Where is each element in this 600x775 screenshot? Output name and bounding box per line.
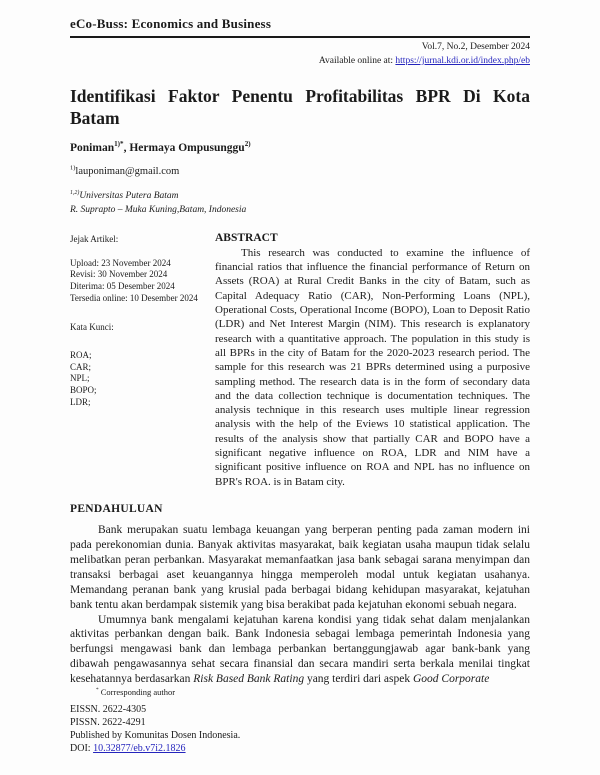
email-superscript: 1)	[70, 164, 76, 172]
author-2-superscript: 2)	[244, 140, 251, 149]
keyword-item: LDR;	[70, 396, 91, 407]
journal-url-link[interactable]: https://jurnal.kdi.or.id/index.php/eb	[395, 55, 530, 66]
affiliation-name-line	[70, 190, 530, 204]
history-upload: Upload: 23 November 2024	[70, 257, 171, 268]
paragraph-2-italic-term-2: Good Corporate	[412, 673, 490, 686]
keyword-item: CAR;	[70, 361, 92, 372]
author-list	[70, 142, 530, 154]
page-header	[70, 16, 530, 69]
corresponding-asterisk: *	[96, 687, 99, 694]
affiliation-address: R. Suprapto – Muka Kuning,Batam, Indonesia	[70, 205, 247, 216]
affiliation-name: Universitas Putera Batam	[79, 191, 179, 202]
doi-label: DOI:	[70, 743, 91, 754]
doi-line	[70, 742, 530, 755]
article-history	[70, 258, 215, 305]
keywords-list	[70, 350, 215, 408]
corresponding-author-note	[70, 687, 530, 698]
keyword-item: ROA;	[70, 349, 92, 360]
available-online-label: Available online at:	[318, 55, 394, 66]
article-track-label: Jejak Artikel:	[70, 233, 119, 244]
history-accepted: Diterima: 05 Desember 2024	[70, 280, 175, 291]
abstract-column	[215, 232, 530, 489]
header-issue-info	[70, 41, 530, 69]
keywords-label: Kata Kunci:	[70, 322, 114, 333]
keyword-item: BOPO;	[70, 385, 97, 396]
history-revision: Revisi: 30 November 2024	[70, 269, 168, 280]
article-track-column	[70, 232, 215, 489]
affiliation-block	[70, 190, 530, 218]
abstract-section	[70, 232, 530, 489]
author-2-name: Hermaya Ompusunggu	[129, 142, 245, 155]
paragraph-2-text: Umumnya bank mengalami kejatuhan karena kondisi yang tidak sehat dalam menjalankan aktivitas perbankan dengan baik. Bank Indonesia sebagai lembaga pemerintah Indonesia yang berfungsi mengawasi bank dan lembaga perbankan bertanggungjawab agar bank-bank yang dibawah pengawasannya sehat secara finansial dan secara mandiri serta berkala menilai tingkat kesehatannya berdasarkan	[70, 613, 530, 686]
paragraph-2-text: yang terdiri dari aspek	[304, 673, 413, 686]
history-online: Tersedia online: 10 Desember 2024	[70, 292, 198, 303]
volume-line: Vol.7, No.2, Desember 2024	[421, 42, 530, 52]
author-1-superscript: 1)*	[114, 140, 124, 149]
eissn-line: EISSN. 2622-4305	[70, 704, 147, 715]
author-1-name: Poniman	[70, 142, 115, 155]
affiliation-superscript: 1,2)	[70, 190, 80, 197]
available-online-line	[70, 55, 530, 69]
doi-link[interactable]: 10.32877/eb.v7i2.1826	[93, 743, 186, 754]
publisher-line: Published by Komunitas Dosen Indonesia.	[70, 730, 241, 741]
pissn-line: PISSN. 2622-4291	[70, 717, 146, 728]
article-title: Identifikasi Faktor Penentu Profitabilitas BPR Di Kota Batam	[70, 85, 530, 128]
introduction-paragraph-2	[70, 613, 530, 688]
email-address: lauponiman@gmail.com	[75, 166, 180, 178]
journal-name: eCo-Buss: Economics and Business	[70, 16, 530, 38]
page-footer	[70, 687, 530, 755]
corresponding-email	[70, 166, 530, 177]
abstract-text: This research was conducted to examine the influence of financial ratios that influence the financial performance of Return on Assets (ROA) at Rural Credit Banks in the city of Batam, such as Capital Adequacy Ratio (CAR), Non-Performing Loans (NPL), Operational Costs, Operational Income (BOPO), Loan to Deposit Ratio (LDR) and Net Interest Margin (NIM). This research is explanatory research with a quantitative approach. The population in this study is all BPRs in the city of Batam for the 2020-2023 research period. The sample for this research was 21 BPRs determined using a purposive sampling method. The research data is in the form of secondary data and the data collection technique is documentation techniques. The analysis technique in this research uses multiple linear regression analysis with the help of the Eviews 10 statistical application. The results of the analysis show that partially CAR and BOPO have a significant negative influence on ROA, LDR and NIM have a significant positive influence on ROA and NPL has no influence on BPR's ROA. is in Batam city.	[215, 246, 530, 488]
keyword-item: NPL;	[70, 373, 90, 384]
author-separator: ,	[123, 142, 130, 155]
paragraph-2-italic-term-1: Risk Based Bank Rating	[193, 673, 305, 686]
introduction-heading: PENDAHULUAN	[70, 502, 163, 515]
introduction-paragraph-1: Bank merupakan suatu lembaga keuangan yang berperan penting pada zaman modern ini pada perekonomian dunia. Banyak aktivitas masyarakat, baik kegiatan usaha maupun tidak selalu melibatkan peran perbankan. Masyarakat memanfaatkan jasa bank sebagai sarana menyimpan dan transaksi berbagai aset keuangannya hingga memperoleh modal untuk kegiatan usahanya. Memandang peranan bank yang krusial pada berbagai bidang kehidupan masyarakat, kejatuhan bank tentu akan berdampak sistemik yang bisa berakibat pada kejatuhan ekonomi sebuah negara.	[70, 523, 530, 611]
abstract-heading: ABSTRACT	[215, 231, 278, 244]
corresponding-text: Corresponding author	[100, 686, 176, 697]
